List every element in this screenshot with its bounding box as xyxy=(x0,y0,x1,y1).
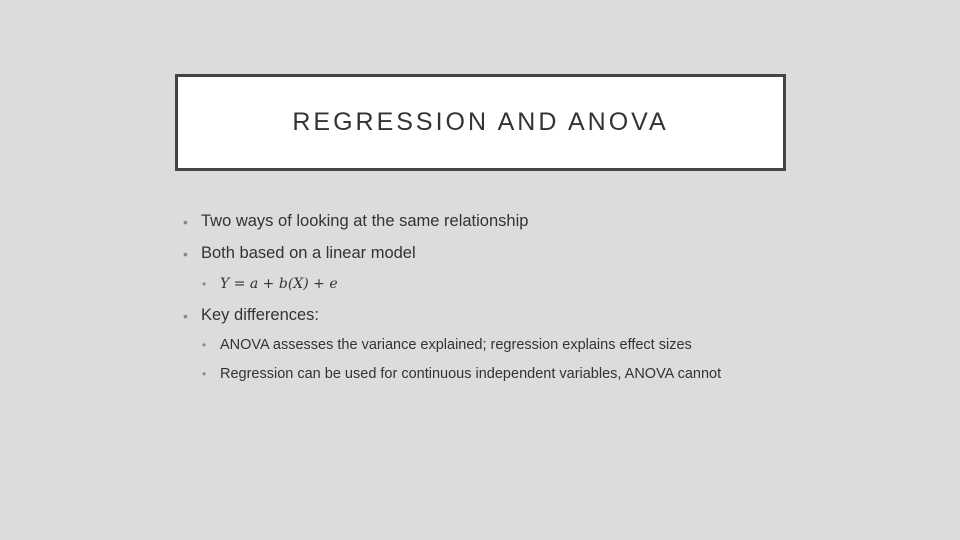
bullet-dot-icon: • xyxy=(202,367,207,381)
bullet-dot-icon: • xyxy=(202,338,207,352)
bullet-item xyxy=(183,244,416,263)
bullet-text: ANOVA assesses the variance explained; regression explains effect sizes xyxy=(220,337,692,353)
bullet-dot-icon: • xyxy=(183,307,188,324)
title-box xyxy=(175,74,786,171)
bullet-text: Key differences: xyxy=(201,306,320,324)
bullet-dot-icon: • xyxy=(183,213,188,230)
bullet-item xyxy=(183,212,528,231)
slide-title: REGRESSION AND ANOVA xyxy=(292,108,669,136)
bullet-text: Regression can be used for continuous independent variables, ANOVA cannot xyxy=(220,366,722,382)
bullet-text: Both based on a linear model xyxy=(201,244,416,262)
bullet-text: Two ways of looking at the same relationship xyxy=(201,212,529,230)
sub-bullet-item xyxy=(202,276,338,292)
bullet-item xyxy=(183,306,319,325)
sub-bullet-item xyxy=(202,337,692,353)
bullet-dot-icon: • xyxy=(183,245,188,262)
bullet-dot-icon: • xyxy=(202,277,207,291)
equation-text: 𝑌 = 𝑎 + 𝑏(𝑋) + 𝑒 xyxy=(220,276,338,292)
sub-bullet-item xyxy=(202,366,721,382)
